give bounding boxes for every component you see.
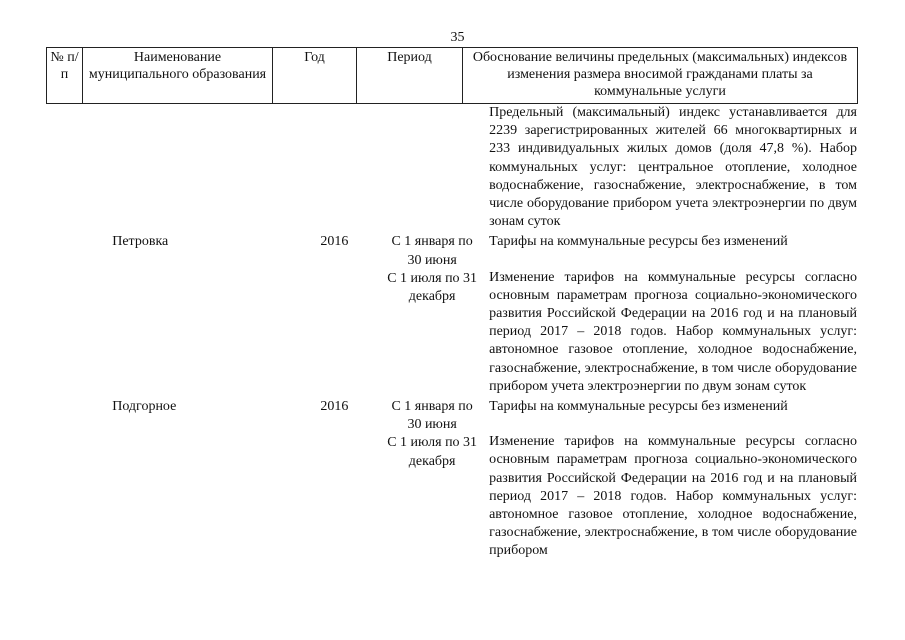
table-body	[46, 104, 857, 561]
intro-text: Предельный (максимальный) индекс устанавливается для 2239 зарегистрированных жителей 66 многоквартирных и 233 индивидуальных жилых домов (доля 47,8 %). Набор коммунальных услуг: центральное отопление, холодное водоснабжение, газоснабжение, электроснабжение, в том числе оборудование прибором учета электроэнергии по двум зонам суток	[489, 105, 857, 230]
basis-change: Изменение тарифов на коммунальные ресурсы согласно основным параметрам прогноза социально-экономического развития Российской Федерации на 2016 год и на плановый период 2017 – 2018 годов. Набор коммунальных услуг: автономное газовое отопление, холодное водоснабжение, газоснабжение, электроснабжение, в том числе оборудование прибором	[489, 434, 857, 559]
table-row	[46, 104, 857, 231]
basis-no-change: Тарифы на коммунальные ресурсы без изменений	[489, 399, 788, 415]
page-number: 35	[450, 30, 465, 45]
header-name: Наименование муниципального образования	[83, 48, 273, 104]
municipality-name: Подгорное	[112, 399, 177, 415]
table-row	[46, 398, 857, 561]
year-value: 2016	[320, 234, 349, 250]
header-year: Год	[273, 48, 357, 104]
municipality-name: Петровка	[112, 234, 169, 250]
header-period: Период	[357, 48, 463, 104]
header-number: № п/п	[47, 48, 83, 104]
header-basis: Обоснование величины предельных (максимальных) индексов изменения размера вносимой гражданами платы за коммунальные услуги	[463, 48, 858, 104]
period-first-half: С 1 января по 30 июня	[391, 399, 473, 433]
period-first-half: С 1 января по 30 июня	[391, 234, 473, 268]
year-value: 2016	[320, 399, 349, 415]
basis-change: Изменение тарифов на коммунальные ресурсы согласно основным параметрам прогноза социально-экономического развития Российской Федерации на 2016 год и на плановый период 2017 – 2018 годов. Набор коммунальных услуг: автономное газовое отопление, холодное водоснабжение, газоснабжение, электроснабжение, в том числе оборудование прибором учета электроэнергии по двум зонам суток	[489, 269, 857, 394]
period-second-half: С 1 июля по 31 декабря	[387, 270, 478, 305]
basis-no-change: Тарифы на коммунальные ресурсы без изменений	[489, 234, 788, 250]
table-row	[46, 233, 857, 396]
table-header	[46, 47, 858, 104]
period-second-half: С 1 июля по 31 декабря	[387, 435, 478, 469]
